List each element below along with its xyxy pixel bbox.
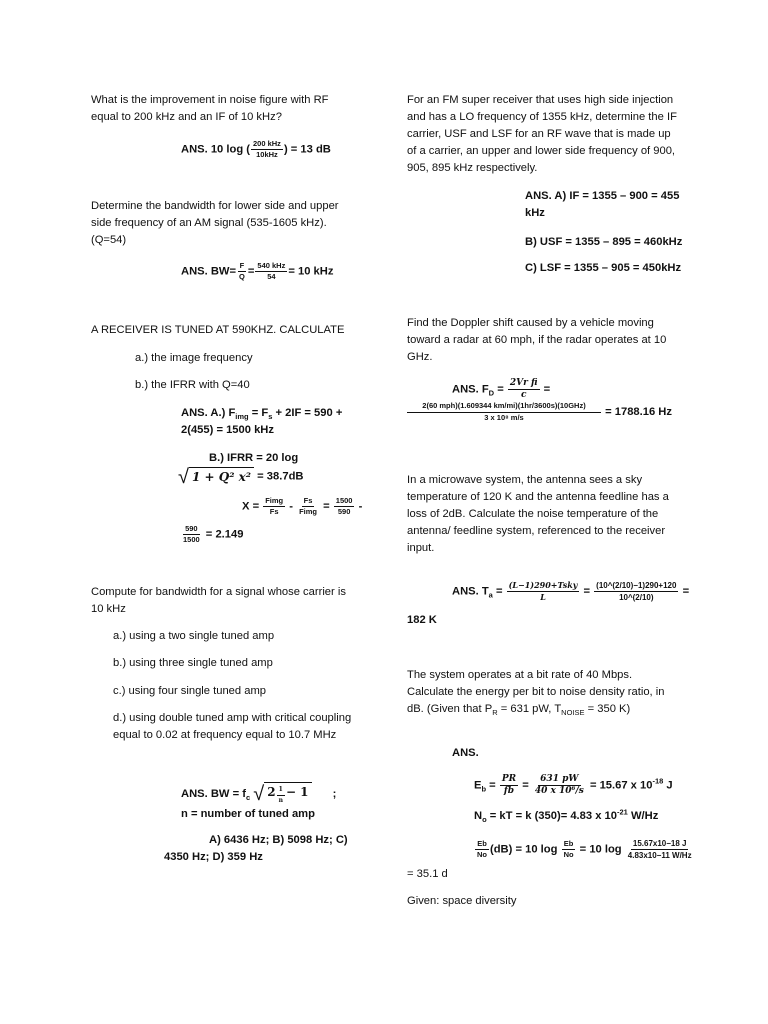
- question-two-tuned: a.) using a two single tuned amp: [113, 630, 275, 642]
- question-four-tuned: c.) using four single tuned amp: [113, 685, 266, 697]
- answer-noise-temperature-result: 182 K: [407, 614, 437, 626]
- question-bandwidth-carrier: Compute for bandwidth for a signal whose carrier is 10 kHz: [91, 586, 346, 615]
- answer-doppler-formula: ANS. $F_D$ = $\frac{\text{2Vr fi}}{c}$ =: [452, 378, 551, 400]
- answer-noise-figure: ANS. 10 log ( 200 kHz 10kHz ) = 13 dB: [181, 139, 331, 159]
- square-root: √ 1 + Q² x²: [178, 467, 254, 486]
- answer-usf: B) USF = 1355 – 895 = 460kHz: [525, 236, 683, 248]
- answer-bandwidth-results-2: 4350 Hz; D) 359 Hz: [164, 851, 263, 863]
- question-microwave: In a microwave system, the antenna sees a sky temperature of 120 K and the antenna feedline has a loss of 2dB. Calculate the noise temperature of the antenna/ feedline system, referenced to the receiver input.: [407, 474, 669, 554]
- question-noise-figure: What is the improvement in noise figure with RF equal to 200 kHz and an IF of 10 kHz?: [91, 94, 329, 123]
- fraction-rf-if: 200 kHz 10kHz: [253, 139, 281, 159]
- answer-n-definition: n = number of tuned amp: [181, 808, 315, 820]
- question-receiver-heading: A RECEIVER IS TUNED AT 590KHZ. CALCULATE: [91, 324, 345, 336]
- question-energy-per-bit: The system operates at a bit rate of 40 Mbps. Calculate the energy per bit to noise density ratio, in dB. (Given that $P_R = 631$ pW, $T_{NOISE} = 350$ K): [407, 669, 665, 718]
- answer-ratio-formula: $\frac{Eb}{No}$ (dB) = 10 log $\frac{Eb}{No}$ = 10 log $\frac{15.67x10-18 J}{4.83x10-11 W/Hz}$: [477, 839, 692, 860]
- answer-lsf: C) LSF = 1355 – 905 = 450kHz: [525, 262, 682, 274]
- question-ifrr: b.) the IFRR with Q=40: [135, 379, 250, 391]
- answer-ans-label: ANS.: [452, 747, 479, 759]
- answer-doppler-computation: 2(60 mph)(1.609344 km/mi)(1hr/3600s)(10GHz) 3 x 10⁸ m/s = 1788.16 Hz: [406, 401, 672, 423]
- answer-no-formula: $N_o$ = kT = k (350)= 4.83 x $10^{-21}$ W/Hz: [474, 807, 659, 825]
- answer-eb-formula: $E_b$ = $\frac{PR}{fb}$ = $\frac{631 pW}{\text{40 x 10⁶/s}}$ = 15.67 x $10^{-18}$ J: [474, 774, 673, 796]
- answer-if-carrier: ANS. A) IF = 1355 – 900 = 455 kHz: [525, 190, 680, 219]
- answer-x-formula: X = Fimg Fs - Fs Fimg = $\frac{1500}{590}$ -: [242, 496, 363, 516]
- answer-noise-temperature: ANS. $T_a$ = (L−1)290+Tsky L = $\frac{(10\^{}(2/10)-1)290+120}{10\^{}(2/10)}$ =: [452, 580, 690, 602]
- answer-x-value: $\frac{590}{1500}$ = 2.149: [183, 524, 244, 544]
- answer-am-bandwidth: ANS. BW= $\frac{F}{Q}$ = 540 kHz 54 = 10 kHz: [181, 261, 334, 281]
- given-space-diversity: Given: space diversity: [407, 895, 517, 907]
- answer-image-frequency: ANS. A.) $F_{img} = F_s + 2IF = 590$ + 2(455) = 1500 kHz: [181, 407, 343, 436]
- answer-bandwidth-formula: ANS. BW = $f_c$ √ 2 $^{\frac{1}{n}}$ − 1 ;: [181, 783, 337, 805]
- answer-bandwidth-results-1: A) 6436 Hz; B) 5098 Hz; C): [209, 834, 348, 846]
- answer-ifrr-label: B.) IFRR = 20 log: [209, 452, 299, 464]
- question-image-frequency: a.) the image frequency: [135, 352, 253, 364]
- answer-ratio-result: = 35.1 d: [407, 868, 448, 880]
- question-double-tuned: d.) using double tuned amp with critical coupling equal to 0.02 at frequency equal to 10.7 MHz: [113, 712, 352, 741]
- question-fm-receiver: For an FM super receiver that uses high side injection and has a LO frequency of 1355 kHz, determine the IF carrier, USF and LSF for an RF wave that is made up of a carrier, an upper and lower side frequency of 900, 905, 895 kHz respectively.: [407, 94, 677, 174]
- question-doppler: Find the Doppler shift caused by a vehicle moving toward a radar at 60 mph, if the radar operates at 10 GHz.: [407, 317, 667, 363]
- question-am-bandwidth: Determine the bandwidth for lower side and upper side frequency of an AM signal (535-1605 kHz). (Q=54): [91, 200, 339, 246]
- question-three-tuned: b.) using three single tuned amp: [113, 657, 273, 669]
- answer-ifrr-formula: √ 1 + Q² x² = 38.7dB: [178, 465, 304, 488]
